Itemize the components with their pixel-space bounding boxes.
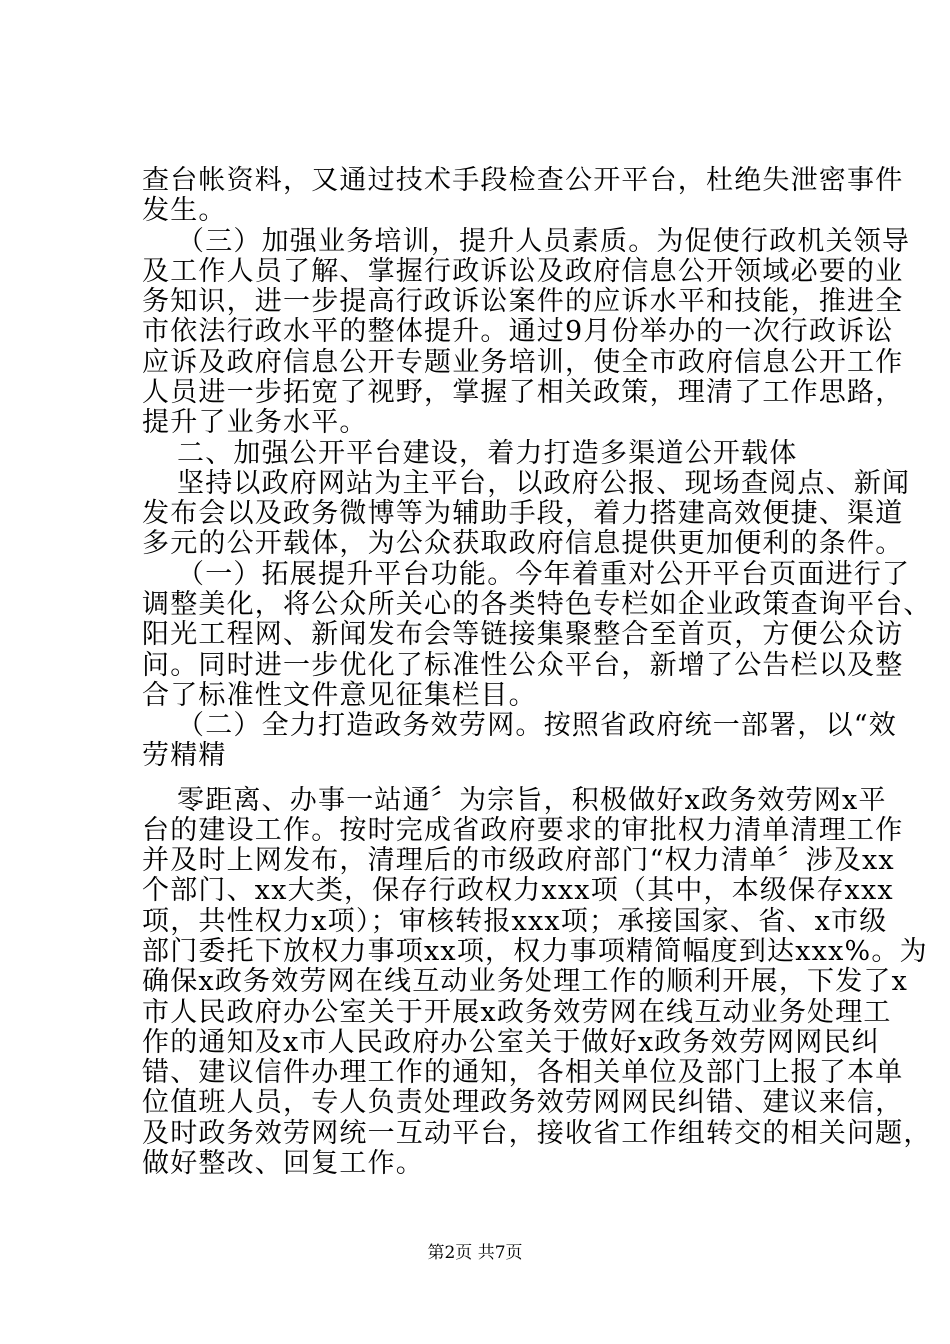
text-line: 阳光工程网、新闻发布会等链接集聚整合至首页，方便公众访 <box>142 619 904 650</box>
section-heading-1: （一）拓展提升平台功能。今年着重对公开平台页面进行了 <box>177 559 911 590</box>
text-line: 市依法行政水平的整体提升。通过9月份举办的一次行政诉讼 <box>142 316 894 347</box>
text-line: 及工作人员了解、掌握行政诉讼及政府信息公开领域必要的业 <box>142 256 904 287</box>
text-line: 确保x政务效劳网在线互动业务处理工作的顺利开展，下发了x <box>142 966 909 997</box>
text-line: 零距离、办事一站通〞为宗旨，积极做好x政务效劳网x平 <box>177 785 887 816</box>
text-line: 及时政务效劳网统一互动平台，接收省工作组转交的相关问题， <box>142 1118 932 1149</box>
section-heading-3: （三）加强业务培训，提升人员素质。为促使行政机关领导 <box>177 226 911 257</box>
text-line: 务知识，进一步提高行政诉讼案件的应诉水平和技能，推进全 <box>142 286 904 317</box>
text-line: 作的通知及x市人民政府办公室关于做好x政务效劳网网民纠 <box>142 1027 880 1058</box>
text-line: 市人民政府办公室关于开展x政务效劳网在线互动业务处理工 <box>142 997 892 1028</box>
text-line: 坚持以政府网站为主平台，以政府公报、现场查阅点、新闻 <box>177 468 911 499</box>
section-heading-2b: （二）全力打造政务效劳网。按照省政府统一部署，以“效 <box>177 710 898 741</box>
text-line: 错、建议信件办理工作的通知，各相关单位及部门上报了本单 <box>142 1057 904 1088</box>
text-line: 部门委托下放权力事项xx项，权力事项精简幅度到达xxx%。为 <box>142 936 928 967</box>
text-line: 做好整改、回复工作。 <box>142 1148 424 1179</box>
text-line: 应诉及政府信息公开专题业务培训，使全市政府信息公开工作 <box>142 347 904 378</box>
text-line: 问。同时进一步优化了标准性公众平台，新增了公告栏以及整 <box>142 650 904 681</box>
page-number-footer: 第2页 共7页 <box>427 1243 523 1263</box>
text-line: 人员进一步拓宽了视野，掌握了相关政策，理清了工作思路， <box>142 377 904 408</box>
text-line: 多元的公开载体，为公众获取政府信息提供更加便利的条件。 <box>142 528 904 559</box>
text-line: 调整美化，将公众所关心的各类特色专栏如企业政策查询平台、 <box>142 589 932 620</box>
section-heading-2: 二、加强公开平台建设，着力打造多渠道公开载体 <box>177 438 798 469</box>
text-line: 台的建设工作。按时完成省政府要求的审批权力清单清理工作 <box>142 815 904 846</box>
text-line: 项，共性权力x项）；审核转报xxx项；承接国家、省、x市级 <box>142 906 888 937</box>
text-line: 提升了业务水平。 <box>142 407 368 438</box>
text-line: 查台帐资料，又通过技术手段检查公开平台，杜绝失泄密事件 <box>142 165 904 196</box>
text-line: 位值班人员，专人负责处理政务效劳网网民纠错、建议来信， <box>142 1087 904 1118</box>
text-line: 劳精精 <box>142 740 227 771</box>
text-line: 合了标准性文件意见征集栏目。 <box>142 680 537 711</box>
text-line: 并及时上网发布，清理后的市级政府部门“权力清单〞涉及xx <box>142 845 895 876</box>
text-line: 发生。 <box>142 195 227 226</box>
text-line: 个部门、xx大类，保存行政权力xxx项（其中，本级保存xxx <box>142 875 894 906</box>
text-line: 发布会以及政务微博等为辅助手段，着力搭建高效便捷、渠道 <box>142 498 904 529</box>
